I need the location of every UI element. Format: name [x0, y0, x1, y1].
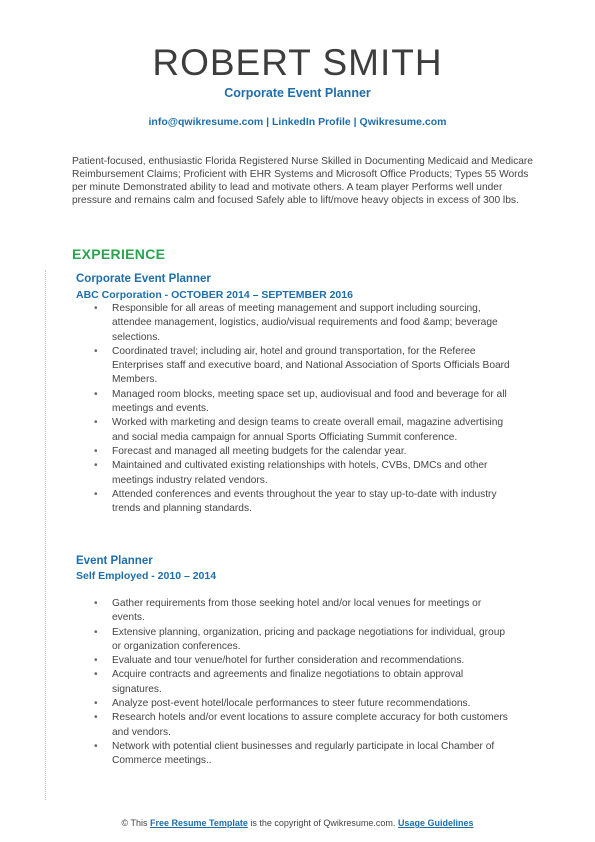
free-resume-template-link[interactable]: Free Resume Template: [150, 818, 248, 828]
job-company-dates: ABC Corporation - OCTOBER 2014 – SEPTEMBER 2016: [76, 289, 353, 301]
summary-paragraph: Patient-focused, enthusiastic Florida Registered Nurse Skilled in Documenting Medicaid and Medicare Reimbursement Claims; Proficient with EHR Systems and Microsoft Office Products; Types 55 Words per minute Demonstrated ability to lead and motivate others. A team player Performs well under pressure and remains calm and focused Safely able to lift/move heavy objects in excess of 300 lbs.: [72, 156, 533, 206]
duty-item: • Worked with marketing and design teams to create overall email, magazine advertising and social media campaign for annual Sports Officiating Summit conference.: [94, 416, 514, 445]
section-divider: [45, 270, 47, 800]
job-duties-list: [94, 597, 514, 769]
duty-item: • Gather requirements from those seeking hotel and/or local venues for meetings or events.: [94, 597, 514, 626]
footer-middle: is the copyright of Qwikresume.com.: [247, 818, 398, 828]
contact-separator: |: [263, 116, 272, 128]
footer-prefix: © This: [121, 818, 150, 828]
footer: [0, 818, 595, 828]
duty-item: • Maintained and cultivated existing relationships with hotels, CVBs, DMCs and other meetings industry related vendors.: [94, 459, 514, 488]
duty-item: • Evaluate and tour venue/hotel for further consideration and recommendations.: [94, 654, 514, 668]
job-title: Event Planner: [76, 555, 153, 567]
email-link[interactable]: info@qwikresume.com: [148, 116, 264, 128]
duty-item: • Responsible for all areas of meeting management and support including sourcing, attendee management, logistics, audio/visual requirements and food &amp; beverage selections.: [94, 302, 514, 345]
job-title: Corporate Event Planner: [76, 273, 211, 285]
duty-item: • Attended conferences and events throughout the year to stay up-to-date with industry trends and planning standards.: [94, 488, 514, 517]
duty-item: • Extensive planning, organization, pricing and package negotiations for individual, group or organization conferences.: [94, 626, 514, 655]
experience-heading: EXPERIENCE: [72, 246, 166, 262]
usage-guidelines-link[interactable]: Usage Guidelines: [397, 818, 474, 828]
duty-item: • Analyze post-event hotel/locale performances to steer future recommendations.: [94, 697, 514, 711]
duty-item: • Forecast and managed all meeting budgets for the calendar year.: [94, 445, 514, 459]
duty-item: • Network with potential client businesses and regularly participate in local Chamber of Commerce meetings..: [94, 740, 514, 769]
candidate-title: Corporate Event Planner: [224, 86, 371, 100]
duty-item: • Coordinated travel; including air, hotel and ground transportation, for the Referee Enterprises staff and executive board, and National Association of Sports Officials Board Members.: [94, 345, 514, 388]
contact-line: [0, 115, 595, 129]
job-duties-list: [94, 302, 514, 516]
linkedin-link[interactable]: LinkedIn Profile: [271, 116, 351, 128]
duty-item: • Research hotels and/or event locations to assure complete accuracy for both customers and vendors.: [94, 711, 514, 740]
duty-item: • Managed room blocks, meeting space set up, audiovisual and food and beverage for all meetings and events.: [94, 388, 514, 417]
contact-separator: |: [350, 116, 360, 128]
job-company-dates: Self Employed - 2010 – 2014: [76, 570, 217, 582]
candidate-name: ROBERT SMITH: [152, 42, 443, 83]
website-link[interactable]: Qwikresume.com: [359, 116, 447, 128]
duty-item: • Acquire contracts and agreements and finalize negotiations to obtain approval signatures.: [94, 668, 514, 697]
